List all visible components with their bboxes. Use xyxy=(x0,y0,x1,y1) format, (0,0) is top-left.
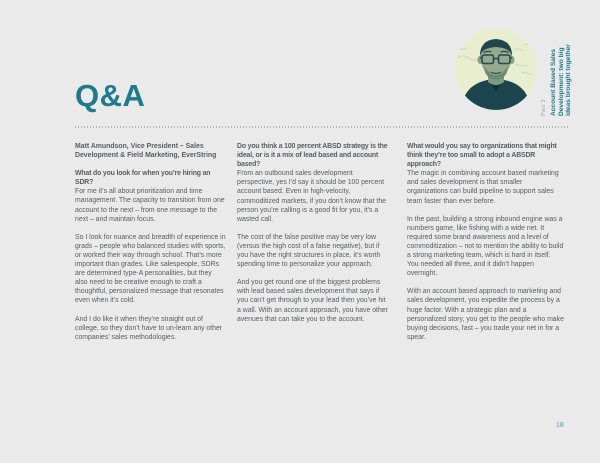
question-text: Do you think a 100 percent ABSD strategy is the ideal, or is it a mix of lead based and account based? xyxy=(237,143,388,169)
dotted-divider xyxy=(75,126,569,128)
answer-paragraph: For me it’s all about prioritization and time management. The capacity to transition from one account to the next – from one message to the next – and maintain focus. xyxy=(75,188,225,223)
answer-paragraph: The magic in combining account based marketing and sales development is that smaller organizations can build pipeline to support sales team faster than ever before. xyxy=(407,170,559,205)
answer-paragraph: So I look for nuance and breadth of experience in grads – people who balanced studies with sports, or worked their way through school. That’s more important than grades. Like salespeople, SDRs are determined type-A personalities, but they also need to be creative enough to craft a thoughtful, personalized message that resonates even when it’s cold. xyxy=(75,233,226,305)
qa-column-3 xyxy=(407,142,564,351)
qa-column-2 xyxy=(237,142,391,333)
portrait-photo xyxy=(455,28,537,110)
answer-paragraph: From an outbound sales development perspective, yes I’d say it should be 100 percent account based. Even in high-velocity, commoditized markets, if you don’t know that the person you’re calling is a good fit for you, it’s a wasted call. xyxy=(237,170,386,223)
qa-column-1 xyxy=(75,142,226,351)
duotone-portrait-illustration xyxy=(455,28,537,110)
part-title: Account Based Sales Development: two big ideas brought together xyxy=(550,44,573,116)
chapter-caption xyxy=(541,30,573,116)
answer-paragraph: In the past, building a strong inbound engine was a numbers game, like fishing with a wide net. It required some brand awareness and a level of commoditization – not to mention the ability to build a strong marketing team, which is hard in itself. You needed all three, and it didn’t happen overnight. xyxy=(407,215,564,278)
answer-paragraph: With an account based approach to marketing and sales development, you expedite the process by a huge factor. With a strategic plan and a personalized story, you get to the people who make buying decisions, fast – you trade your net in for a spear. xyxy=(407,288,564,341)
interviewee-attribution: Matt Amundson, Vice President – Sales Development & Field Marketing, EverString xyxy=(75,143,217,160)
part-label: Part 3 xyxy=(541,99,547,116)
answer-paragraph: The cost of the false positive may be very low (versus the high cost of a false negative), but if you have the right structures in place, it’s worth spending time to personalize your approach. xyxy=(237,233,381,269)
answer-paragraph: And I do like it when they’re straight out of college, so they don’t have to un-learn any other companies’ sales methodologies. xyxy=(75,315,223,341)
question-text: What do you look for when you’re hiring an SDR? xyxy=(75,170,211,187)
page-title: Q&A xyxy=(75,78,146,113)
answer-paragraph: And you get round one of the biggest problems with lead based sales development that says if you can’t get through to your lead then you’ve hit a wall. With an account approach, you have other avenues that can take you to the account. xyxy=(237,279,388,323)
page-number: 18 xyxy=(556,422,564,429)
question-text: What would you say to organizations that might think they’re too small to adopt a ABSDR approach? xyxy=(407,143,557,169)
